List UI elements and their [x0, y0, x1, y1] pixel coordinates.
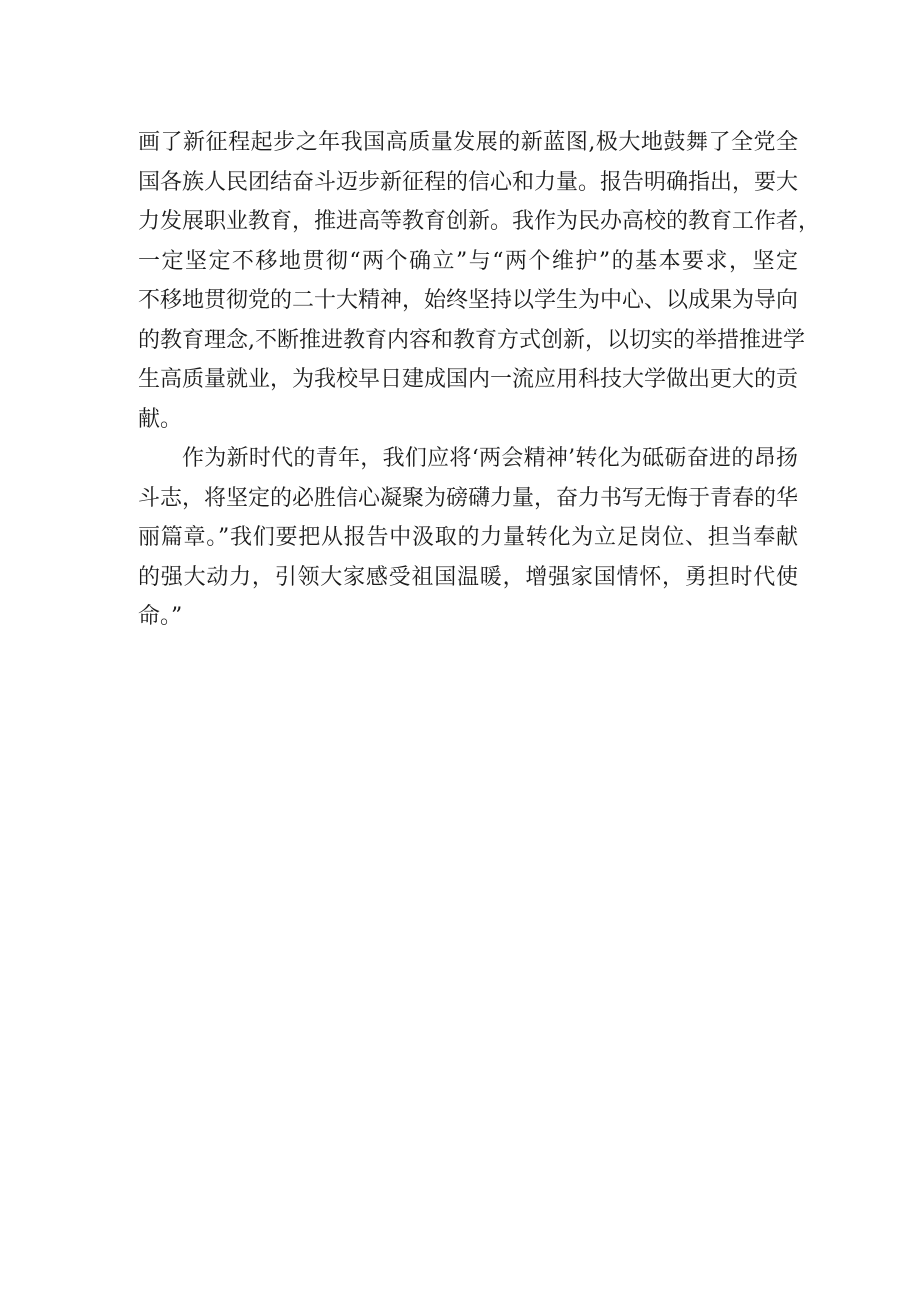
paragraph-2 [138, 439, 798, 637]
paragraph-line: 一定坚定不移地贯彻“两个确立”与“两个维护”的基本要求，坚定 [138, 248, 798, 274]
paragraph-line: 生高质量就业，为我校早日建成国内一流应用科技大学做出更大的贡 [138, 367, 799, 392]
paragraph-line: 作为新时代的青年，我们应将‘两会精神’转化为砥砺奋进的昂扬 [182, 446, 798, 471]
paragraph-line: 力发展职业教育，推进高等教育创新。我作为民办高校的教育工作者， [138, 209, 821, 234]
paragraph-line: 国各族人民团结奋斗迈步新征程的信心和力量。报告明确指出，要大 [138, 169, 799, 195]
paragraph-line: 不移地贯彻党的二十大精神，始终坚持以学生为中心、以成果为导向 [138, 288, 799, 313]
body-text [138, 123, 821, 637]
paragraph-line: 丽篇章。”我们要把从报告中汲取的力量转化为立足岗位、担当奉献 [138, 525, 798, 550]
paragraph-1 [138, 123, 821, 439]
paragraph-line: 斗志，将坚定的必胜信心凝聚为磅礴力量，奋力书写无悔于青春的华 [138, 485, 799, 511]
paragraph-line: 画了新征程起步之年我国高质量发展的新蓝图,极大地鼓舞了全党全 [138, 130, 798, 155]
paragraph-line: 的强大动力，引领大家感受祖国温暖，增强家国情怀，勇担时代使 [138, 564, 798, 590]
paragraph-line: 命。” [138, 604, 183, 629]
paragraph-line: 献。 [138, 406, 183, 432]
paragraph-line: 的教育理念,不断推进教育内容和教育方式创新，以切实的举措推进学 [138, 327, 805, 353]
